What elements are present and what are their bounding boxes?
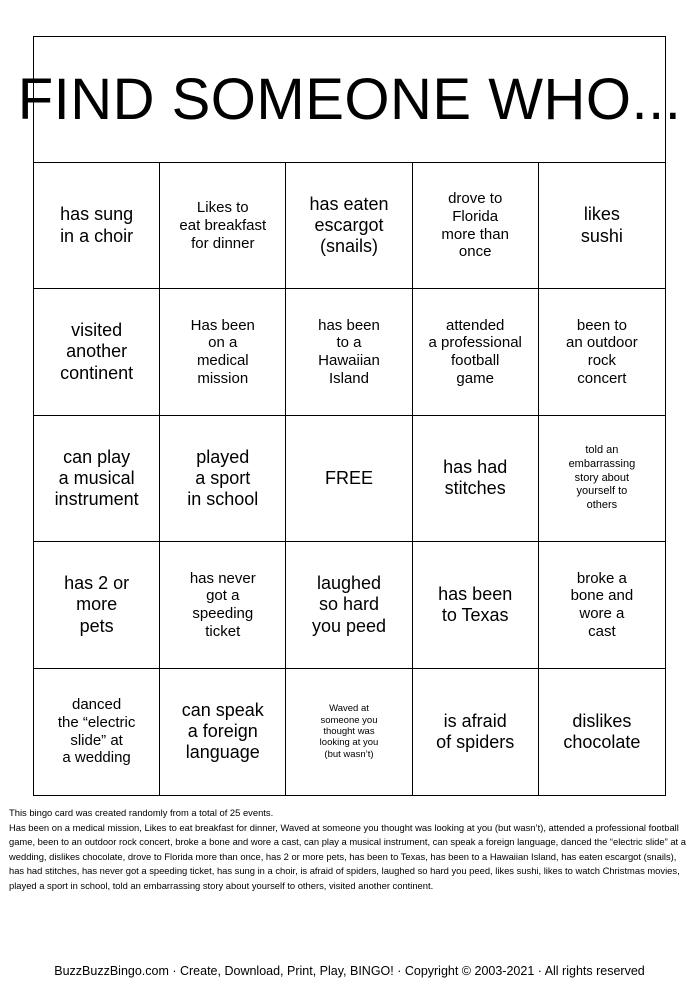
bingo-cell: has been to a Hawaiian Island — [286, 289, 412, 415]
bingo-cell: has been to Texas — [413, 542, 539, 668]
bingo-cell: is afraid of spiders — [413, 669, 539, 795]
bingo-cell: been to an outdoor rock concert — [539, 289, 665, 415]
bingo-cell: Waved at someone you thought was looking at you (but wasn’t) — [286, 669, 412, 795]
bingo-cell: Has been on a medical mission — [160, 289, 286, 415]
bingo-cell: has had stitches — [413, 416, 539, 542]
bingo-cell: likes sushi — [539, 163, 665, 289]
footer-intro: This bingo card was created randomly from a total of 25 events. — [9, 807, 274, 818]
bingo-cell: laughed so hard you peed — [286, 542, 412, 668]
bingo-cell: dislikes chocolate — [563, 710, 641, 752]
bingo-cell: visited another continent — [34, 289, 160, 415]
footer-description — [9, 806, 691, 893]
bingo-cell: attended a professional football game — [413, 289, 539, 415]
bingo-cell: told an embarrassing story about yourself to others — [539, 416, 665, 542]
bingo-cell: has sung in a choir — [34, 163, 160, 289]
bingo-cell: drove to Florida more than once — [413, 163, 539, 289]
footer-events-list: Has been on a medical mission, Likes to eat breakfast for dinner, Waved at someone you thought was looking at you (but wasn’t), attended a professional football game, been to an outdoor rock concert, broke a bone and wore a cast, can play a musical instrument, can speak a foreign language, danced the “electric slide” at a wedding, dislikes chocolate, drove to Florida more than once, has 2 or more pets, has been to Texas, has been to a Hawaiian Island, has eaten escargot (snails), has had stitches, has never got a speeding ticket, has sung in a choir, is afraid of spiders, laughed so hard you peed, likes sushi, likes to watch Christmas movies, played a sport in school, told an embarrassing story about yourself to others, visited another continent. — [9, 821, 686, 891]
bingo-cell: broke a bone and wore a cast — [539, 542, 665, 668]
bingo-cell: FREE — [286, 416, 412, 542]
bingo-cell: can speak a foreign language — [160, 669, 286, 795]
bingo-cell: has 2 or more pets — [34, 542, 160, 668]
bingo-cell: can play a musical instrument — [34, 416, 160, 542]
bingo-cell: danced the “electric slide” at a wedding — [34, 669, 160, 795]
copyright-line: BuzzBuzzBingo.com · Create, Download, Print, Play, BINGO! · Copyright © 2003-2021 · All rights reserved — [54, 964, 645, 978]
bingo-cell: has never got a speeding ticket — [160, 542, 286, 668]
card-title: FIND SOMEONE WHO... — [34, 37, 665, 163]
bingo-grid — [34, 163, 665, 795]
bingo-cell: has eaten escargot (snails) — [286, 163, 412, 289]
bingo-card — [17, 36, 682, 796]
bingo-cell: played a sport in school — [160, 416, 286, 542]
bingo-cell: Likes to eat breakfast for dinner — [160, 163, 286, 289]
